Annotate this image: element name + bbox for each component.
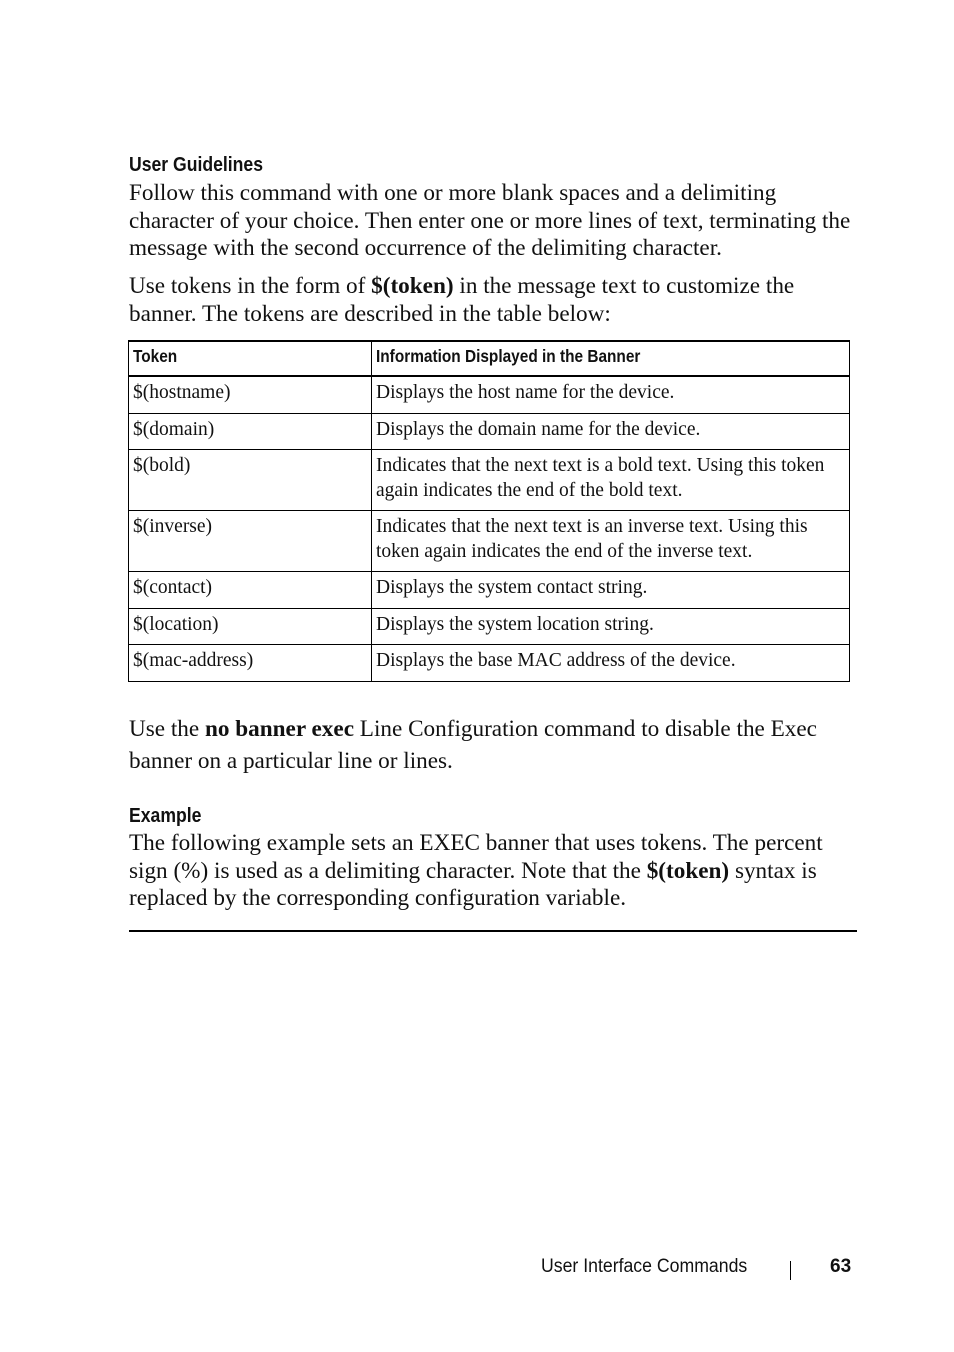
footer-section-title: User Interface Commands: [541, 1256, 748, 1277]
info-cell: Indicates that the next text is an inverse text. Using this token again indicates the end of the inverse text.: [372, 511, 850, 572]
header-information: Information Displayed in the Banner: [372, 341, 850, 376]
example-heading: Example: [129, 805, 202, 827]
example-paragraph: [129, 830, 859, 913]
table-header-row: [129, 341, 850, 376]
footer-separator: [790, 1261, 791, 1280]
token-cell: $(inverse): [129, 511, 372, 572]
info-cell: Displays the domain name for the device.: [372, 413, 850, 450]
table-row: [129, 450, 850, 511]
info-cell: Displays the base MAC address of the device.: [372, 645, 850, 682]
table-row: [129, 572, 850, 609]
token-cell: $(hostname): [129, 376, 372, 413]
page-number: 63: [830, 1256, 852, 1277]
token-cell: $(bold): [129, 450, 372, 511]
info-cell: Displays the system contact string.: [372, 572, 850, 609]
example-token-syntax: $(token): [646, 857, 730, 884]
table-row: [129, 376, 850, 413]
header-token: Token: [129, 341, 372, 376]
token-cell: $(contact): [129, 572, 372, 609]
no-banner-command: no banner exec: [204, 716, 354, 742]
no-banner-paragraph: [129, 713, 859, 777]
info-cell: Displays the system location string.: [372, 608, 850, 645]
no-banner-text-a: Use the: [129, 716, 205, 742]
no-banner-text-b: Line Configuration command to disable the Exec banner on a particular line or lines.: [129, 716, 817, 774]
example-text-a: The following example sets an EXEC banner that uses tokens. The percent sign (%) is used as a delimiting character. Note that the: [129, 830, 823, 884]
tokens-paragraph-text-b: in the message text to customize the banner. The tokens are described in the table below:: [129, 273, 795, 327]
example-text-b: syntax is replaced by the corresponding configuration variable.: [129, 857, 817, 911]
token-syntax: $(token): [371, 273, 454, 299]
tokens-paragraph-text-a: Use tokens in the form of: [129, 273, 372, 299]
section-divider: [129, 930, 857, 932]
token-table: [128, 340, 850, 682]
table-row: [129, 413, 850, 450]
info-cell: Indicates that the next text is a bold text. Using this token again indicates the end of the bold text.: [372, 450, 850, 511]
token-cell: $(mac-address): [129, 645, 372, 682]
table-row: [129, 608, 850, 645]
tokens-paragraph: [129, 273, 859, 328]
table-row: [129, 511, 850, 572]
user-guidelines-paragraph: Follow this command with one or more blank spaces and a delimiting character of your choice. Then enter one or more lines of text, terminating the message with the second occurrence of the delimiting character.: [129, 180, 851, 261]
token-cell: $(location): [129, 608, 372, 645]
info-cell: Displays the host name for the device.: [372, 376, 850, 413]
user-guidelines-heading: User Guidelines: [129, 154, 264, 176]
token-cell: $(domain): [129, 413, 372, 450]
table-row: [129, 645, 850, 682]
